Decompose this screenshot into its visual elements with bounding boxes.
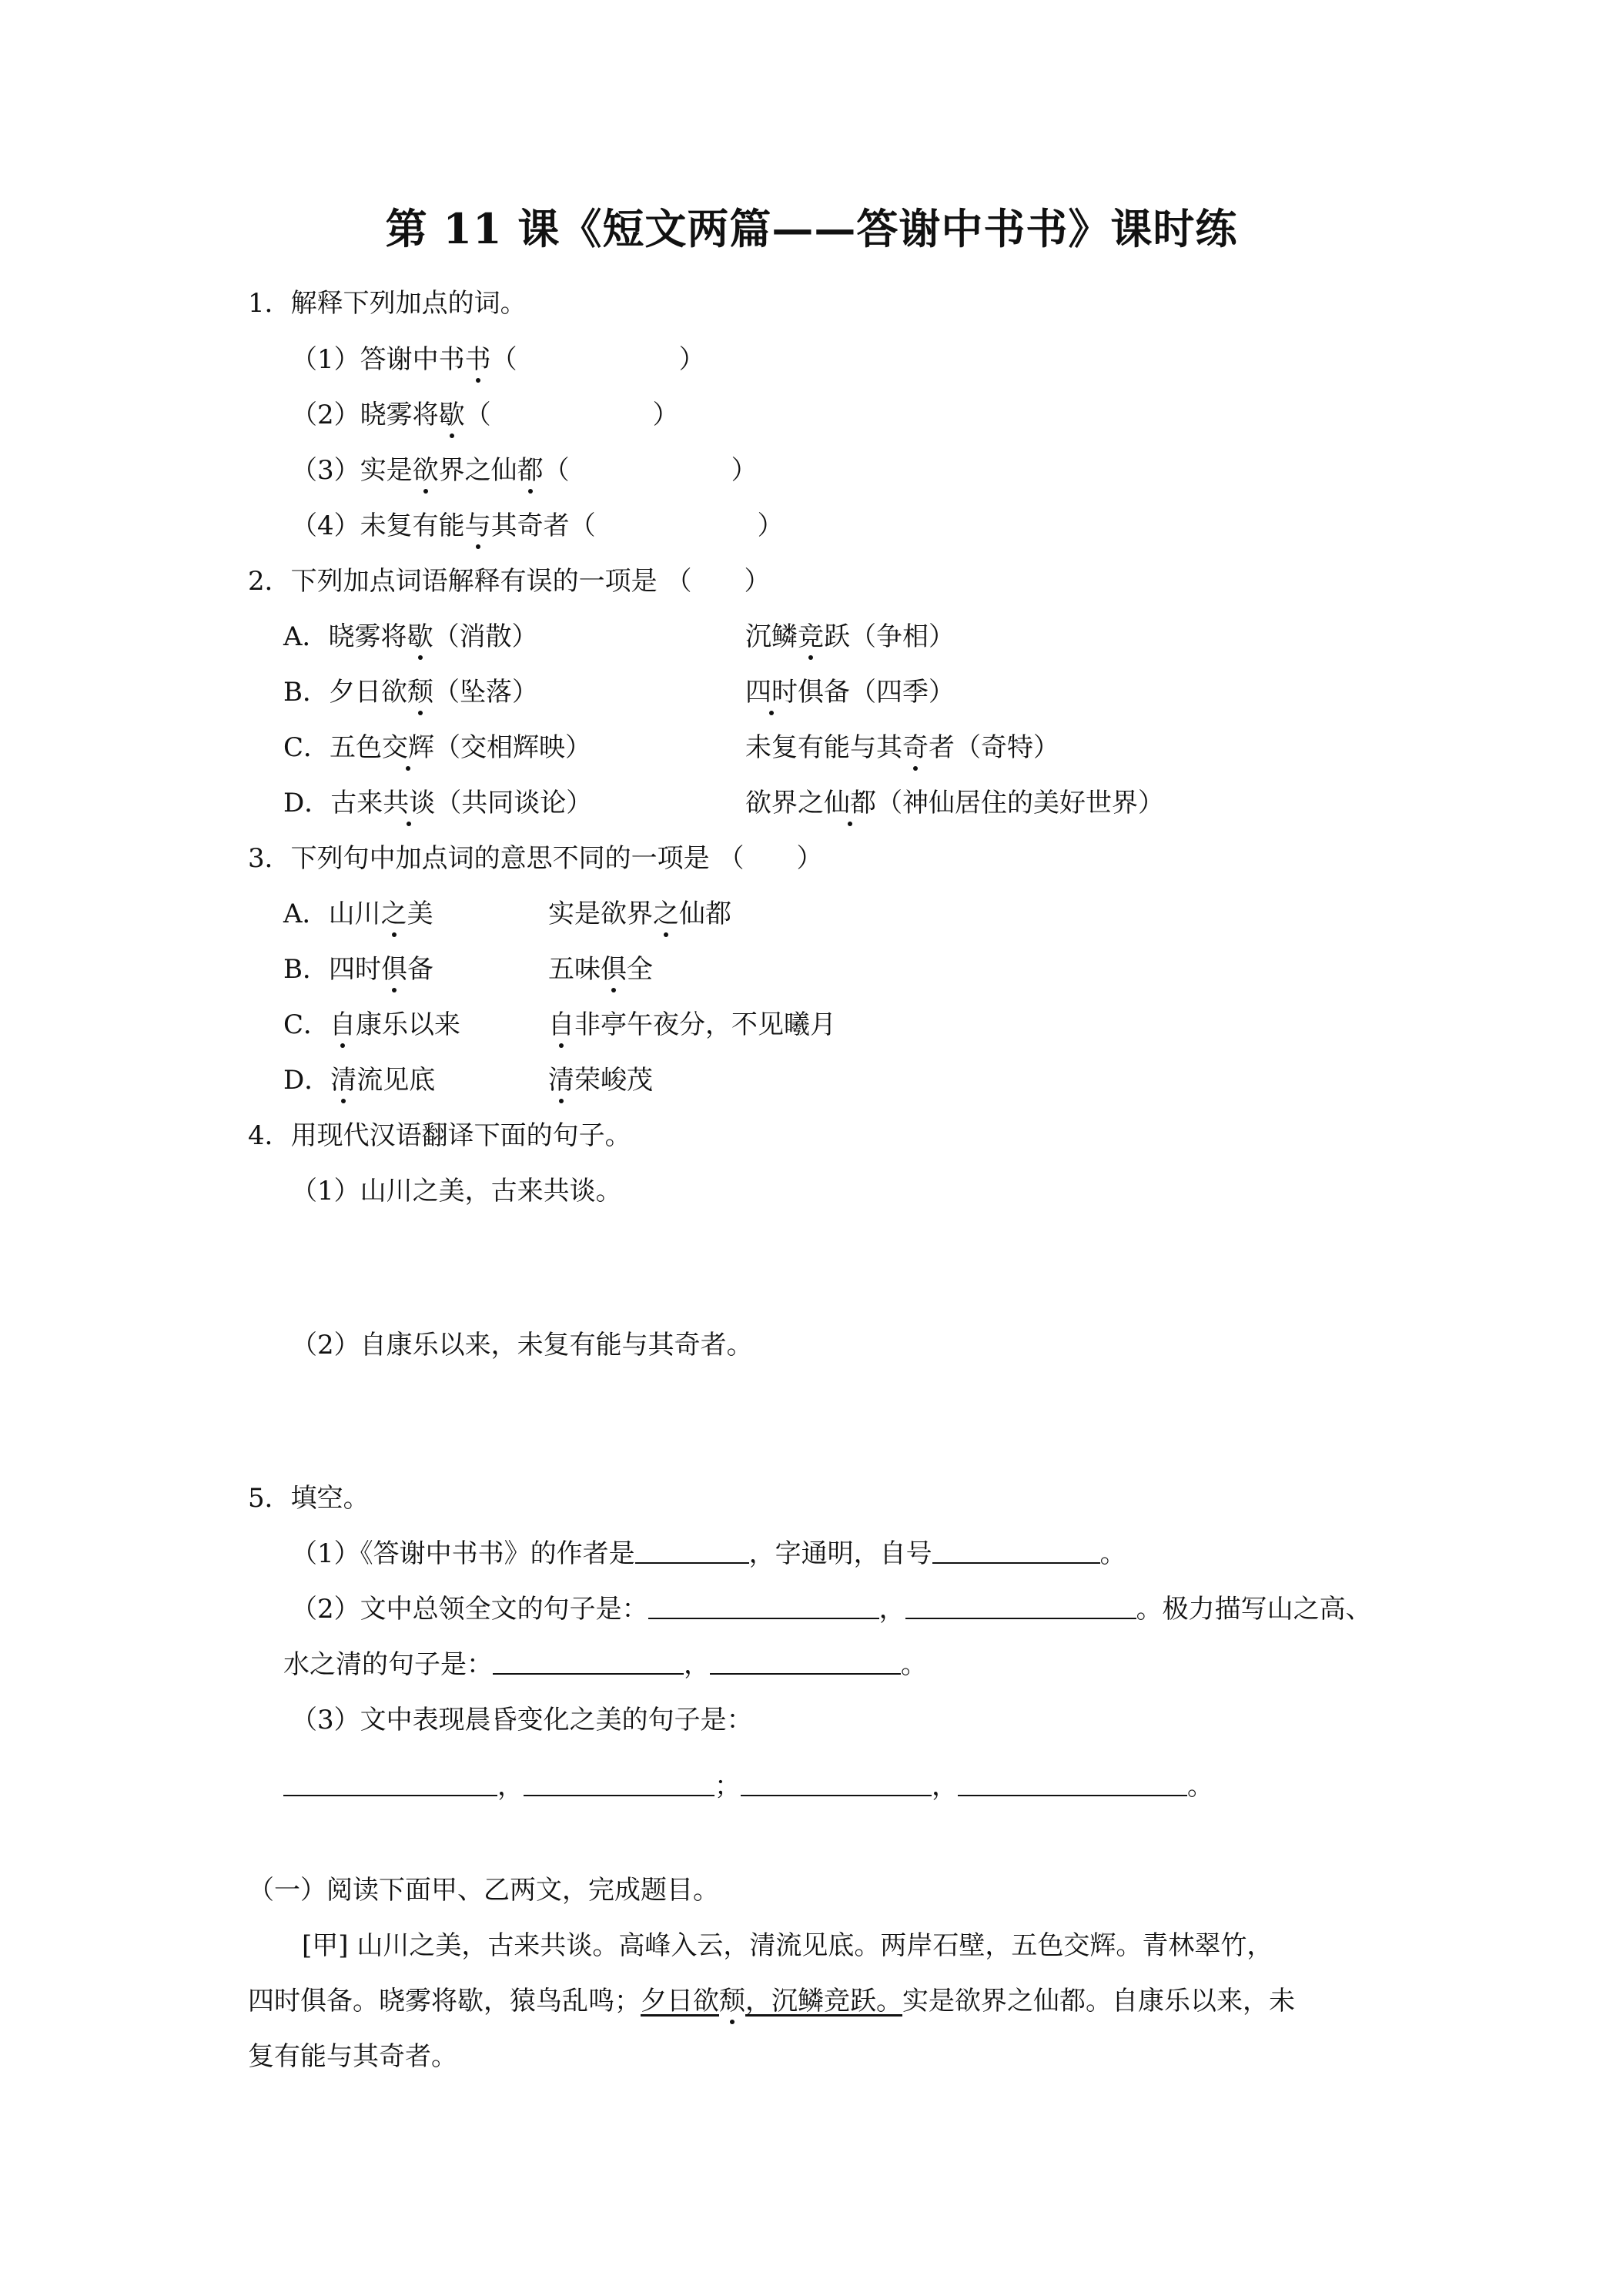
q5-summary-blank-2[interactable] [905, 1593, 1136, 1619]
q2-d-right-pre: 欲界之 [745, 788, 824, 818]
q4-answer-area-1[interactable] [291, 1217, 1369, 1317]
q2-option-d-left[interactable] [283, 786, 592, 820]
q3-d-right-post: 荣峻茂 [574, 1065, 653, 1096]
q1-item-3 [291, 454, 758, 487]
q4-answer-area-2[interactable] [291, 1371, 1369, 1471]
q1-item-1-close: ） [678, 344, 705, 375]
q2-c-left-dotted: 交辉 [382, 732, 435, 763]
q4-sentence-2: （2）自康乐以来，未复有能与其奇者。 [291, 1330, 753, 1361]
q4-sentence-1: （1）山川之美，古来共谈。 [291, 1176, 622, 1207]
q2-d-left-post: （共同谈论） [435, 788, 593, 818]
q5-line-5 [283, 1769, 1213, 1803]
q3-b-label: B． [283, 954, 329, 985]
q2-a-left-dotted: 歇 [407, 621, 433, 652]
q2-a-left-pre: A．晓雾将 [283, 621, 407, 652]
underlined-part-1: 夕日欲 [641, 1986, 719, 2017]
q3-option-c-left[interactable] [283, 1008, 460, 1042]
q2-d-right-post: （神仙居住的美好世界） [876, 788, 1164, 818]
q5-mountain-water-blank-2[interactable] [710, 1648, 901, 1675]
q1-item-4-text: （4）未复有能 [291, 510, 465, 541]
q3-b-right-post: 全 [627, 954, 653, 985]
q4-stem: 4．用现代汉语翻译下面的句子。 [248, 1120, 631, 1151]
q5-l5-sep-1: ， [497, 1771, 524, 1802]
q3-b-left-dotted: 俱 [381, 954, 407, 985]
q5-dawn-dusk-blank-3[interactable] [741, 1770, 932, 1796]
q5-mountain-water-blank-1[interactable] [493, 1648, 684, 1675]
q5-l3-sep: ， [684, 1649, 710, 1680]
q2-stem: 2．下列加点词语解释有误的一项是 （ ） [248, 566, 771, 597]
q5-l1-text-c: 。 [1099, 1538, 1126, 1569]
q3-c-right-post: 非亭午夜分，不见曦月 [574, 1009, 836, 1040]
q2-d-right-dotted: 仙都 [824, 788, 876, 818]
q1-item-1 [291, 343, 705, 377]
underlined-sentence [641, 1986, 902, 2017]
q2-d-left-pre: D．古来 [283, 788, 383, 818]
q3-d-left-dotted: 清 [330, 1065, 357, 1096]
q1-item-4-dotted: 与 [464, 510, 491, 541]
q3-c-label: C． [283, 1009, 330, 1040]
q1-stem: 1．解释下列加点的词。 [248, 288, 527, 319]
q3-d-right-dotted: 清 [548, 1065, 574, 1096]
q1-item-3-dotted-2: 都 [517, 455, 544, 486]
q1-item-1-dotted: 书 [464, 344, 491, 375]
q3-d-label: D． [283, 1065, 331, 1096]
q3-c-left-post: 康乐以来 [356, 1009, 461, 1040]
q1-item-3-close: ） [731, 455, 758, 486]
underlined-dotted-word: 颓 [719, 1986, 745, 2017]
reading-l2-text-b: 实是欲界之仙都。自康乐以来，未 [902, 1986, 1295, 2017]
q2-option-c-right [745, 731, 1059, 765]
q3-option-d-right [548, 1063, 653, 1097]
q1-item-3-text: （3）实是 [291, 455, 413, 486]
q3-option-a-left[interactable] [283, 897, 433, 931]
q5-author-blank[interactable] [635, 1538, 749, 1564]
q3-b-left-post: 备 [407, 954, 433, 985]
q3-b-left-pre: 四时 [329, 954, 381, 985]
q2-c-left-post: （交相辉映） [434, 732, 592, 763]
q2-b-left-post: （坠落） [433, 677, 538, 708]
q2-b-left-pre: B．夕日欲 [283, 677, 407, 708]
q1-item-4 [291, 509, 784, 543]
q3-a-left-pre: 山川 [328, 899, 381, 929]
reading-l2-text-a: 四时俱备。晓雾将歇，猿鸟乱鸣； [248, 1986, 641, 2017]
q5-l3-text-c: 。 [901, 1649, 927, 1680]
q1-item-3-mid: 界之仙 [438, 455, 517, 486]
q5-l2-text-a: （2）文中总领全文的句子是： [291, 1594, 648, 1625]
reading-passage-line-1: [甲] 山川之美，古来共谈。高峰入云，清流见底。两岸石壁，五色交辉。青林翠竹， [302, 1930, 1273, 1961]
q5-l5-sep-3: ， [932, 1771, 958, 1802]
q3-option-b-left[interactable] [283, 952, 433, 986]
page-title: 第 11 课《短文两篇——答谢中书书》课时练 [385, 204, 1238, 253]
reading-passage-line-3: 复有能与其奇者。 [248, 2041, 457, 2072]
q2-c-right-pre: 未复有能与其 [745, 732, 902, 763]
q5-pseudonym-blank[interactable] [932, 1538, 1100, 1564]
q1-item-3-dotted-1: 欲 [412, 455, 439, 486]
q5-line-1 [291, 1537, 1126, 1571]
underlined-part-2: ，沉鳞竞跃。 [745, 1986, 902, 2017]
q2-c-left-pre: C．五色 [283, 732, 383, 763]
q5-l5-sep-2: ； [714, 1771, 741, 1802]
q1-item-2-text: （2）晓雾将 [291, 400, 439, 430]
q2-option-b-left[interactable] [283, 675, 538, 709]
q3-option-c-right [548, 1008, 836, 1042]
q3-a-left-post: 美 [407, 899, 433, 929]
q1-item-1-open: （ [490, 344, 517, 375]
q2-d-left-dotted: 共谈 [383, 788, 436, 818]
q5-l3-text-a: 水之清的句子是： [283, 1649, 493, 1680]
q3-a-label: A． [283, 899, 329, 929]
q1-item-4-open: 其奇者（ [490, 510, 596, 541]
q1-item-4-close: ） [757, 510, 784, 541]
q5-line-2 [291, 1592, 1372, 1626]
q2-c-right-post: 者（奇特） [929, 732, 1059, 763]
reading-passage-line-2 [248, 1984, 1295, 2018]
q5-line-3 [283, 1648, 927, 1682]
q5-line-4: （3）文中表现晨昏变化之美的句子是： [291, 1705, 753, 1735]
q2-option-b-right [745, 675, 955, 709]
q1-item-3-open: （ [543, 455, 570, 486]
q5-l5-end: 。 [1187, 1771, 1213, 1802]
q3-c-left-dotted: 自 [330, 1009, 356, 1040]
q2-a-left-post: （消散） [433, 621, 538, 652]
q3-option-a-right [548, 897, 731, 931]
q3-b-right-pre: 五味 [548, 954, 601, 985]
q5-dawn-dusk-blank-4[interactable] [958, 1770, 1187, 1796]
q5-summary-blank-1[interactable] [648, 1593, 879, 1619]
q3-a-right-post: 仙都 [679, 899, 731, 929]
q2-b-left-dotted: 颓 [407, 677, 433, 708]
q5-l1-text-a: （1）《答谢中书书》的作者是 [291, 1538, 635, 1569]
q3-a-right-dotted: 之 [653, 899, 679, 929]
q5-stem: 5．填空。 [248, 1483, 370, 1514]
q5-dawn-dusk-blank-2[interactable] [524, 1770, 714, 1796]
q3-a-left-dotted: 之 [380, 899, 407, 929]
q3-a-right-pre: 实是欲界 [548, 899, 653, 929]
q2-a-right-dotted: 竞 [798, 621, 824, 652]
q3-option-b-right [548, 952, 653, 986]
q3-d-left-post: 流见底 [356, 1065, 436, 1096]
q1-item-2 [291, 398, 679, 432]
q3-stem: 3．下列句中加点词的意思不同的一项是 （ ） [248, 843, 823, 874]
q3-c-right-dotted: 自 [548, 1009, 574, 1040]
q3-option-d-left[interactable] [283, 1063, 435, 1097]
q2-option-c-left[interactable] [283, 731, 591, 765]
q2-b-right-post: 俱备（四季） [798, 677, 955, 708]
q2-option-a-left[interactable] [283, 620, 538, 654]
q5-l2-text-c: 。极力描写山之高、 [1136, 1594, 1372, 1625]
q1-item-1-text: （1）答谢中书 [291, 344, 465, 375]
q3-b-right-dotted: 俱 [601, 954, 627, 985]
q5-l1-text-b: ，字通明，自号 [748, 1538, 932, 1569]
q5-l2-sep: ， [878, 1594, 905, 1625]
q1-item-2-dotted: 歇 [438, 400, 465, 430]
reading-heading: （一）阅读下面甲、乙两文，完成题目。 [248, 1875, 719, 1906]
q2-option-d-right [745, 786, 1164, 820]
q2-option-a-right [745, 620, 955, 654]
q1-item-2-close: ） [652, 400, 679, 430]
q2-a-right-post: 跃（争相） [824, 621, 955, 652]
q2-b-right-dotted: 四时 [745, 677, 798, 708]
q5-dawn-dusk-blank-1[interactable] [283, 1770, 497, 1796]
q2-a-right-pre: 沉鳞 [745, 621, 798, 652]
q2-c-right-dotted: 奇 [902, 732, 929, 763]
q1-item-2-open: （ [464, 400, 491, 430]
